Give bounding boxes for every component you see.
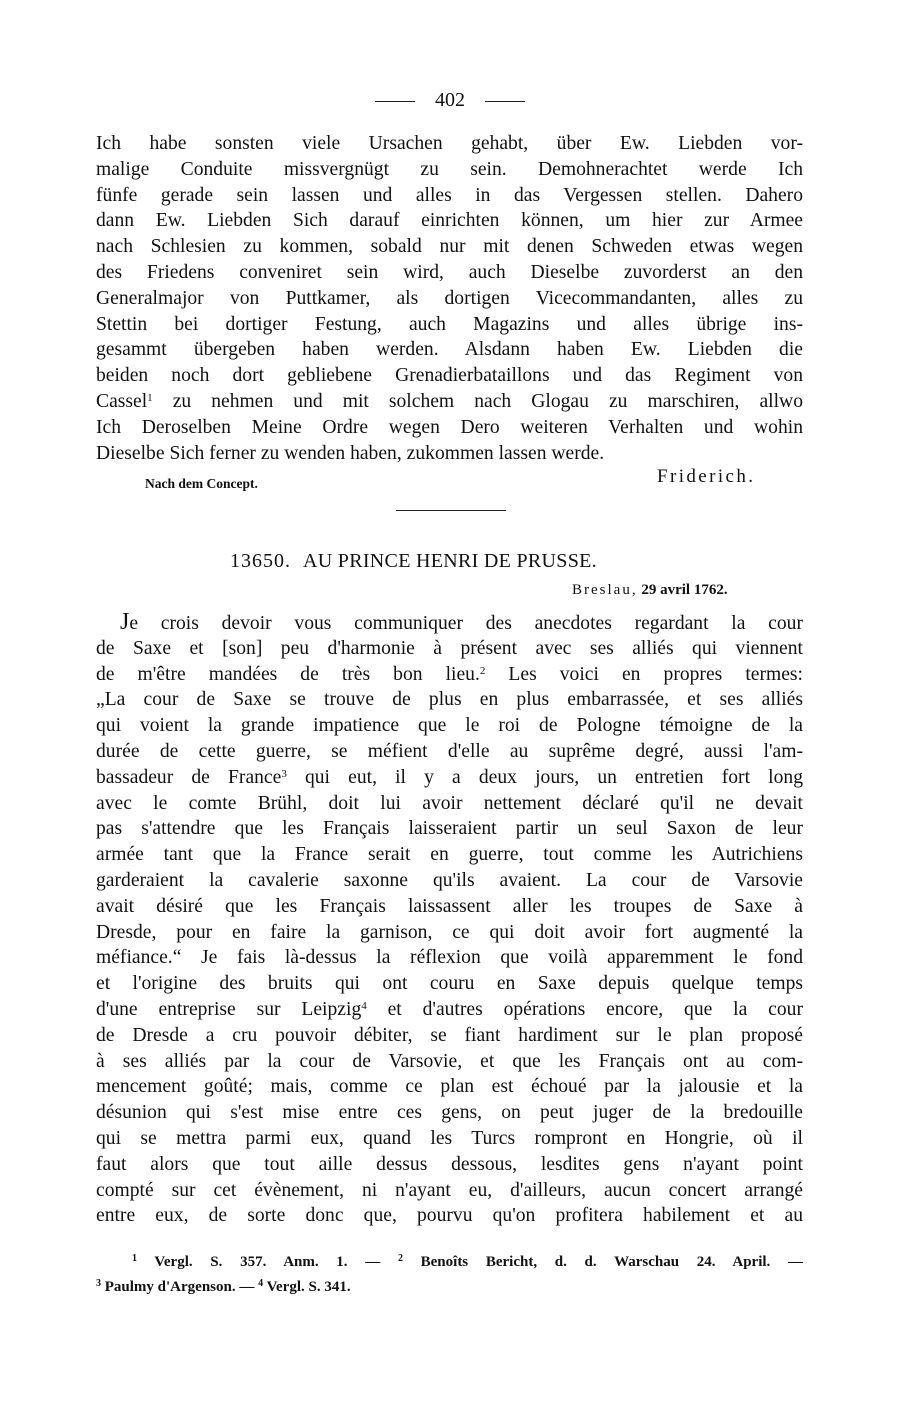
page-number: 402 bbox=[0, 86, 900, 114]
letter-heading bbox=[230, 550, 597, 573]
footnote-ref: 4 bbox=[361, 999, 367, 1012]
letter-number: 13650. bbox=[230, 550, 291, 572]
text-line: bassadeur de France$^3$ qui eut, il y a deux jours, un entretien fort long bbox=[96, 766, 803, 788]
text-line: qui se mettra parmi eux, quand les Turcs rompront en Hongrie, où il bbox=[96, 1127, 803, 1149]
date: 29 avril 1762. bbox=[641, 582, 728, 598]
text-line: garderaient la cavalerie saxonne qu'ils avaient. La cour de Varsovie bbox=[96, 869, 803, 891]
text-line: Cassel$^1$ zu nehmen und mit solchem nach Glogau zu marschiren, allwo bbox=[96, 390, 803, 412]
text-line: de Saxe et [son] peu d'harmonie à présent avec ses alliés qui viennent bbox=[96, 637, 803, 659]
text-line: pas s'attendre que les Français laisseraient partir un seul Saxon de leur bbox=[96, 818, 803, 840]
text-line: mencement goûté; mais, comme ce plan est échoué par la jalousie et la bbox=[96, 1076, 803, 1098]
text-line: avait désiré que les Français laissassent aller les troupes de Saxe à bbox=[96, 895, 803, 917]
text-line: compté sur cet évènement, ni n'ayant eu, d'ailleurs, aucun concert arrangé bbox=[96, 1179, 803, 1201]
text-line: armée tant que la France serait en guerre, tout comme les Autrichiens bbox=[96, 844, 803, 866]
text-line: Dresde, pour en faire la garnison, ce qui doit avoir fort augmenté la bbox=[96, 921, 803, 943]
letter-2-body bbox=[96, 610, 803, 1229]
text-line: fünfe gerade sein lassen und alles in das Vergessen stellen. Dahero bbox=[96, 184, 803, 206]
text-line: dann Ew. Liebden Sich darauf einrichten können, um hier zur Armee bbox=[96, 210, 803, 232]
footnote-ref: 1 bbox=[147, 391, 153, 404]
footnote-ref: 2 bbox=[479, 664, 486, 677]
text-line: faut alors que tout aille dessus dessous, lesdites gens n'ayant point bbox=[96, 1153, 803, 1175]
text-line: avec le comte Brühl, doit lui avoir nettement déclaré qu'il ne devait bbox=[96, 792, 803, 814]
text-line: à ses alliés par la cour de Varsovie, et que les Français ont au com- bbox=[96, 1050, 803, 1072]
signature: Friderich. bbox=[657, 466, 756, 487]
footnote-line: $^1$ Vergl. S. 357. Anm. 1. — $^2$ Benoîts Bericht, d. d. Warschau 24. April. — bbox=[132, 1253, 803, 1270]
text-line: nach Schlesien zu kommen, sobald nur mit denen Schweden etwas wegen bbox=[96, 236, 803, 258]
footnote-ref: 3 bbox=[281, 767, 287, 780]
text-line: de m'être mandées de très bon lieu.$^2$ Les voici en propres termes: bbox=[96, 663, 803, 685]
text-line: Ich habe sonsten viele Ursachen gehabt, über Ew. Liebden vor- bbox=[96, 133, 803, 154]
text-line: durée de cette guerre, se méfient d'elle au suprême degré, aussi l'am- bbox=[96, 740, 803, 762]
footnote-line: $^3$ Paulmy d'Argenson. — $^4$ Vergl. S. 341. bbox=[96, 1278, 351, 1295]
text-line: de Dresde a cru pouvoir débiter, se fiant hardiment sur le plan proposé bbox=[96, 1024, 803, 1046]
initial-letter: J bbox=[120, 609, 130, 635]
place: Breslau, bbox=[572, 582, 638, 598]
text-line: qui voient la grande impatience que le roi de Pologne témoigne de la bbox=[96, 715, 803, 737]
source-note: Nach dem Concept. bbox=[145, 476, 258, 491]
page-number-dash-left bbox=[375, 101, 415, 102]
text-line: Dieselbe Sich ferner zu wenden haben, zukommen lassen werde. bbox=[96, 442, 605, 464]
text-line: „La cour de Saxe se trouve de plus en plus embarrassée, et ses alliés bbox=[96, 689, 803, 711]
text-line: désunion qui s'est mise entre ces gens, on peut juger de la bredouille bbox=[96, 1102, 803, 1124]
text-line: d'une entreprise sur Leipzig$^4$ et d'autres opérations encore, que la cour bbox=[96, 998, 803, 1020]
text-line: beiden noch dort gebliebene Grenadierbataillons und das Regiment von bbox=[96, 365, 803, 387]
text-line: et l'origine des bruits qui ont couru en Saxe depuis quelque temps bbox=[96, 973, 803, 995]
text-line: Generalmajor von Puttkamer, als dortigen Vicecommandanten, alles zu bbox=[96, 287, 803, 309]
text-line: entre eux, de sorte donc que, pourvu qu'on profitera habilement et au bbox=[96, 1205, 803, 1227]
page-number-dash-right bbox=[485, 101, 525, 102]
section-divider bbox=[396, 510, 506, 511]
text-line: Je crois devoir vous communiquer des anecdotes regardant la cour bbox=[120, 609, 803, 635]
text-line: Ich Deroselben Meine Ordre wegen Dero weiteren Verhalten und wohin bbox=[96, 416, 803, 438]
letter-1-body bbox=[96, 131, 803, 466]
letter-title: AU PRINCE HENRI DE PRUSSE. bbox=[303, 550, 597, 572]
dateline bbox=[572, 582, 728, 599]
text-line: malige Conduite missvergnügt zu sein. Demohnerachtet werde Ich bbox=[96, 158, 803, 180]
text-line: Stettin bei dortiger Festung, auch Magazins und alles übrige ins- bbox=[96, 313, 803, 335]
text-line: gesammt übergeben haben werden. Alsdann haben Ew. Liebden die bbox=[96, 339, 803, 361]
footnotes bbox=[96, 1250, 803, 1300]
text-line: méfiance.“ Je fais là-dessus la réflexion que voilà apparemment le fond bbox=[96, 947, 803, 969]
text-line: des Friedens conveniret sein wird, auch Dieselbe zuvorderst an den bbox=[96, 261, 803, 283]
